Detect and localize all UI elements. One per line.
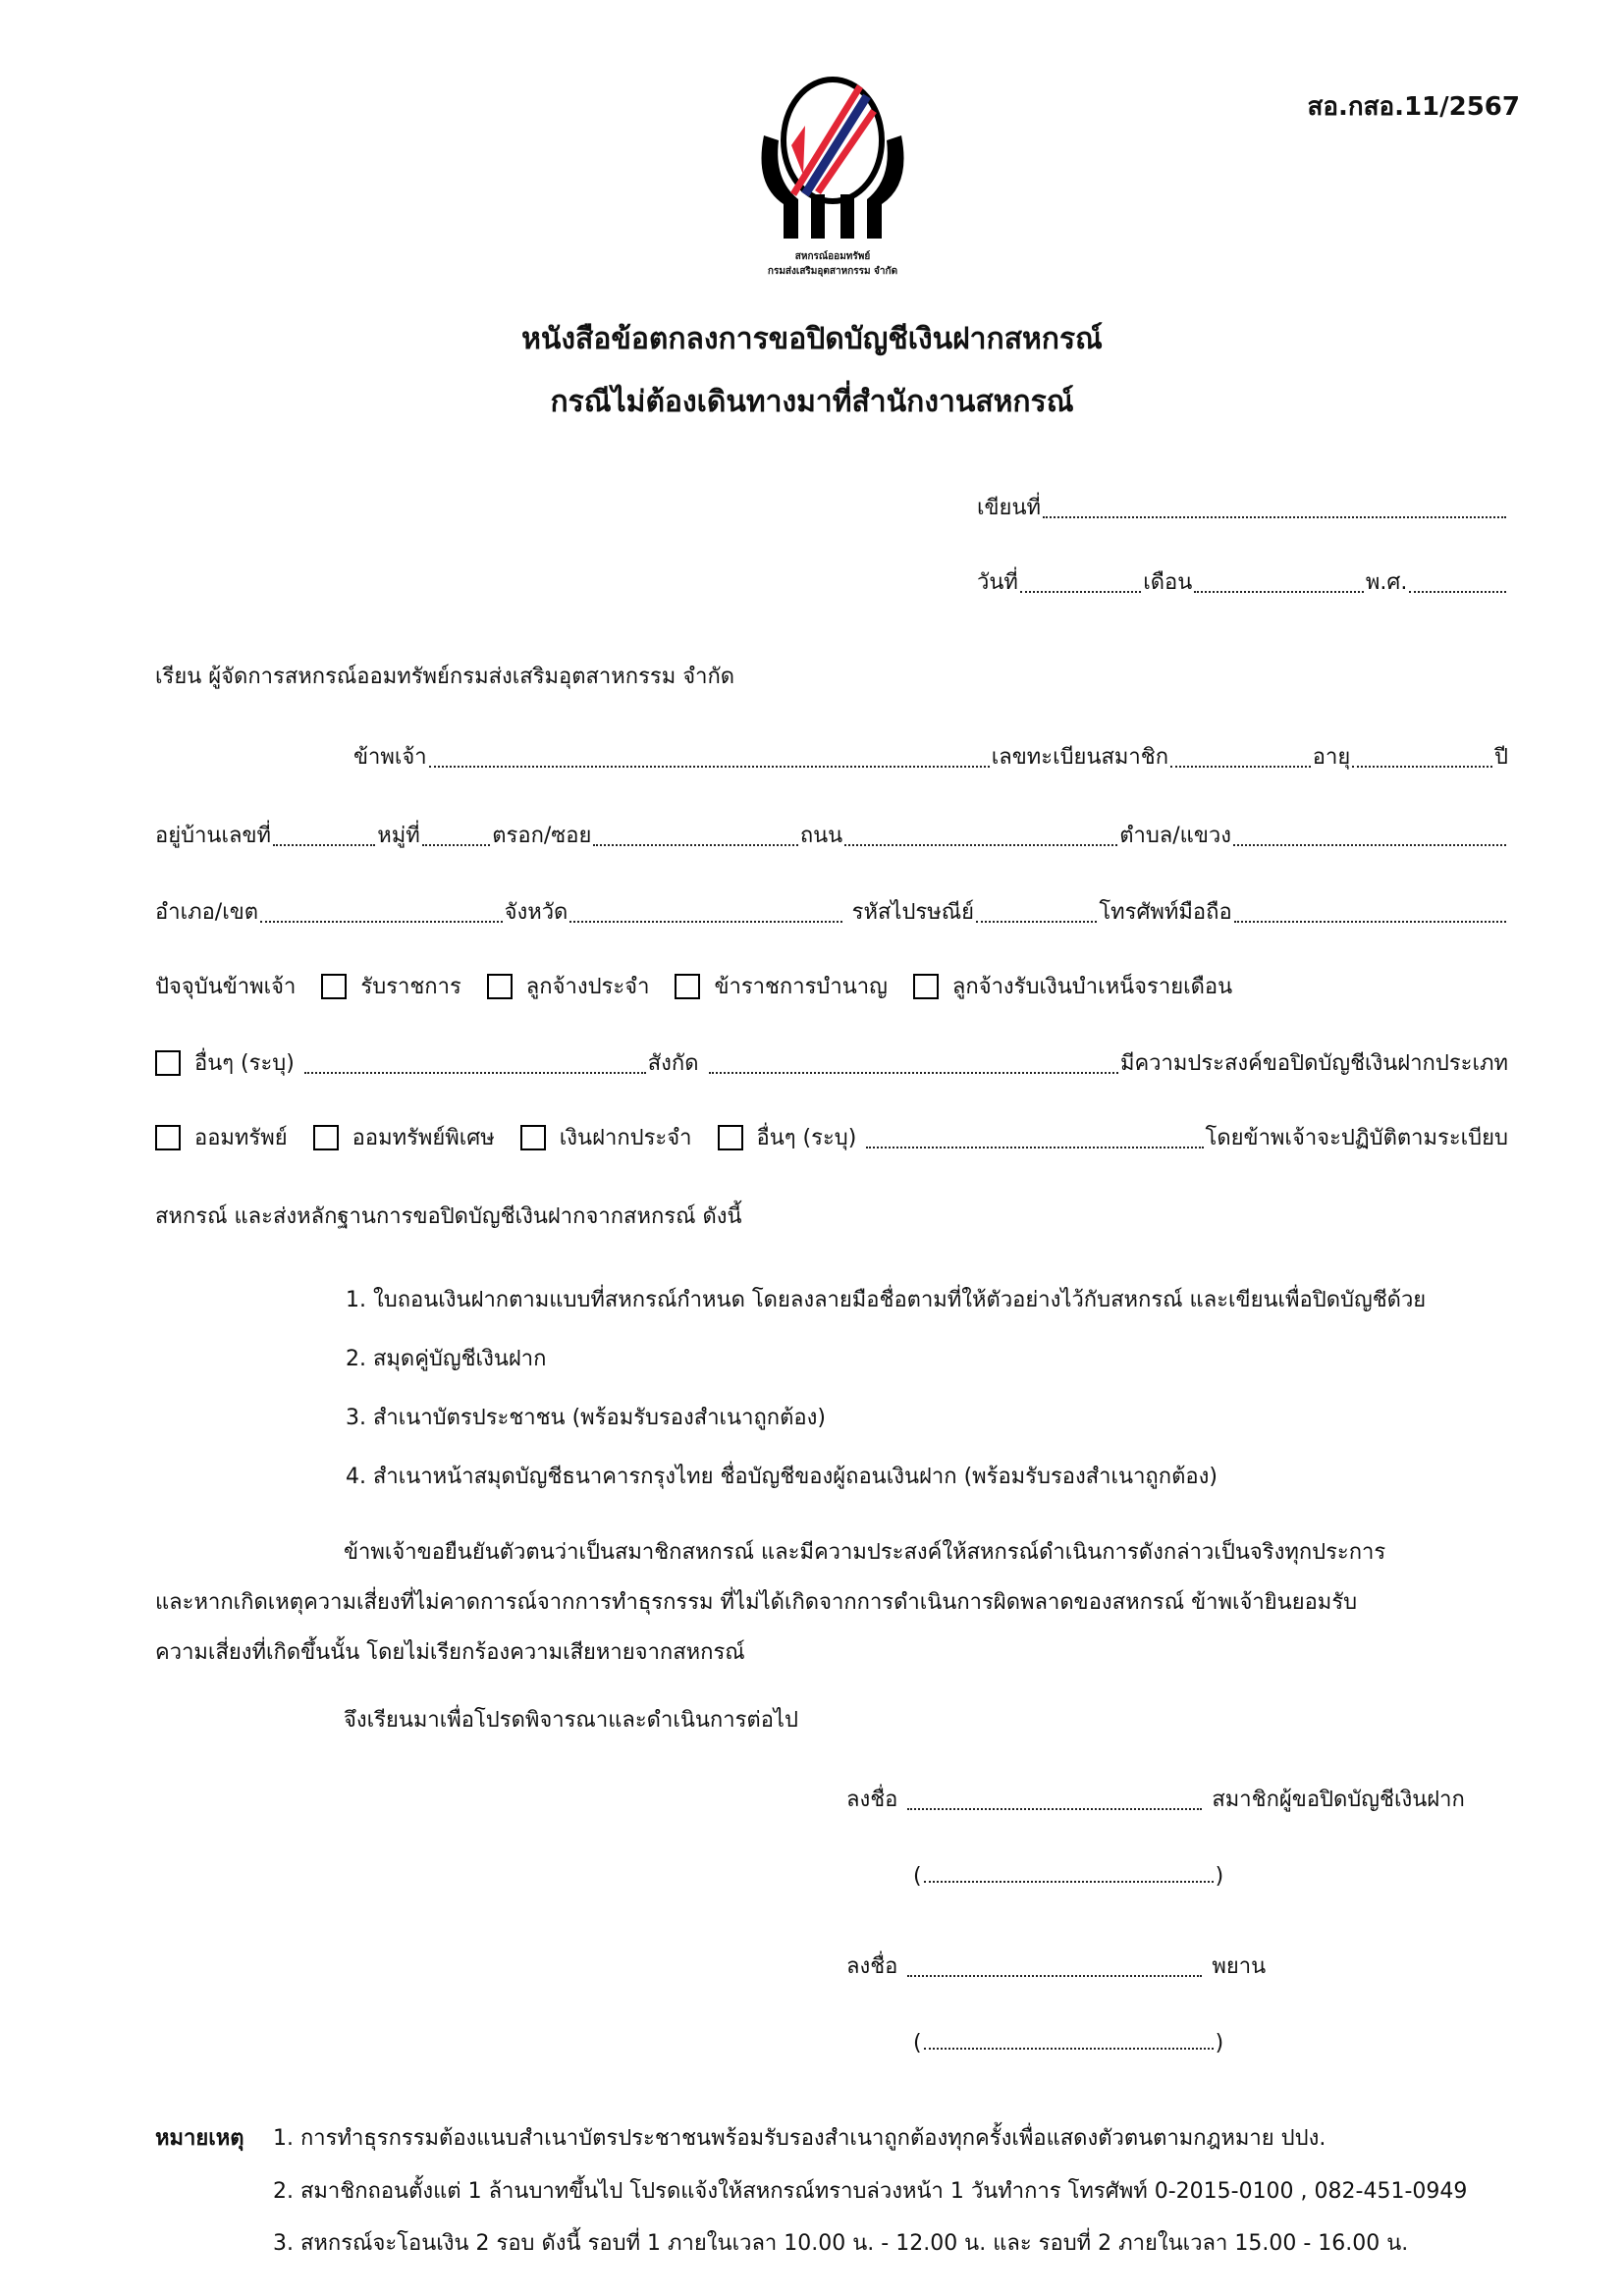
status-option-label: ข้าราชการบำนาญ <box>714 975 888 999</box>
month-field[interactable] <box>1194 591 1364 593</box>
page-title: หนังสือข้อตกลงการขอปิดบัญชีเงินฝากสหกรณ์ <box>521 322 1103 356</box>
written-at-row <box>977 491 1508 524</box>
status-option-label: รับราชการ <box>360 975 461 999</box>
district-label: อำเภอ/เขต <box>155 900 259 925</box>
affiliation-field[interactable] <box>709 1072 1118 1074</box>
member-signature-row <box>846 1783 1465 1816</box>
year-label: พ.ศ. <box>1365 570 1408 595</box>
account-option-label: ออมทรัพย์ <box>194 1126 288 1150</box>
moo-label: หมู่ที่ <box>377 824 420 848</box>
logo-text-line1: สหกรณ์ออมทรัพย์ <box>794 251 871 262</box>
form-code: สอ.กสอ.11/2567 <box>1307 92 1520 122</box>
status-checkbox-permanent-employee[interactable] <box>487 974 513 999</box>
docs-intro: สหกรณ์ และส่งหลักฐานการขอปิดบัญชีเงินฝากจากสหกรณ์ ดังนี้ <box>155 1204 742 1229</box>
year-unit-label: ปี <box>1494 745 1508 770</box>
open-paren: ( <box>913 1864 922 1889</box>
account-other-field[interactable] <box>866 1147 1203 1148</box>
year-field[interactable] <box>1409 591 1506 593</box>
member-no-label: เลขทะเบียนสมาชิก <box>991 745 1169 770</box>
closing-text: จึงเรียนมาเพื่อโปรดพิจารณาและดำเนินการต่อไป <box>344 1708 798 1733</box>
status-checkbox-pensioner[interactable] <box>675 974 700 999</box>
member-no-field[interactable] <box>1170 766 1311 768</box>
witness-name-row <box>913 2022 1223 2056</box>
subdistrict-label: ตำบล/แขวง <box>1119 824 1232 848</box>
account-option-label: ออมทรัพย์พิเศษ <box>352 1126 495 1150</box>
account-checkbox-fixed-deposit[interactable] <box>520 1125 546 1150</box>
soi-field[interactable] <box>593 844 797 846</box>
province-label: จังหวัด <box>504 900 568 925</box>
member-role-label: สมาชิกผู้ขอปิดบัญชีเงินฝาก <box>1212 1788 1465 1812</box>
account-type-row <box>155 1121 1508 1154</box>
witness-signature-row <box>846 1949 1266 1983</box>
close-paren: ) <box>1215 1864 1224 1889</box>
account-checkbox-other[interactable] <box>718 1125 743 1150</box>
address-row-2 <box>155 895 1508 929</box>
house-no-field[interactable] <box>273 844 375 846</box>
district-field[interactable] <box>260 921 503 923</box>
cooperative-logo <box>744 67 921 283</box>
road-field[interactable] <box>844 844 1117 846</box>
moo-field[interactable] <box>422 844 490 846</box>
subdistrict-field[interactable] <box>1233 844 1506 846</box>
open-paren: ( <box>913 2031 922 2056</box>
member-row <box>353 740 1508 774</box>
note-item: 2. สมาชิกถอนตั้งแต่ 1 ล้านบาทขึ้นไป โปรดแจ้งให้สหกรณ์ทราบล่วงหน้า 1 วันทำการ โทรศัพท์ 0-2015-0100 , 082-451-0949 <box>273 2179 1468 2204</box>
name-label: ข้าพเจ้า <box>353 745 427 770</box>
mobile-label: โทรศัพท์มือถือ <box>1099 900 1232 925</box>
account-checkbox-savings[interactable] <box>155 1125 181 1150</box>
date-row <box>977 565 1508 599</box>
soi-label: ตรอก/ซอย <box>492 824 592 848</box>
date-label: วันที่ <box>977 570 1018 595</box>
status-option-label: ลูกจ้างรับเงินบำเหน็จรายเดือน <box>951 975 1233 999</box>
logo-emblem-icon <box>744 67 921 243</box>
status-checkbox-other[interactable] <box>155 1050 181 1076</box>
sign-label: ลงชื่อ <box>846 1954 898 1979</box>
written-at-label: เขียนที่ <box>977 496 1041 520</box>
status-other-field[interactable] <box>304 1072 646 1074</box>
postal-label: รหัสไปรษณีย์ <box>851 900 975 925</box>
member-signature-field[interactable] <box>907 1808 1202 1810</box>
written-at-field[interactable] <box>1043 516 1506 518</box>
note-item: 3. สหกรณ์จะโอนเงิน 2 รอบ ดังนี้ รอบที่ 1 ภายในเวลา 10.00 น. - 12.00 น. และ รอบที่ 2 ภายในเวลา 15.00 - 16.00 น. <box>273 2231 1409 2256</box>
account-trailing-text: โดยข้าพเจ้าจะปฏิบัติตามระเบียบ <box>1205 1126 1508 1150</box>
close-paren: ) <box>1215 2031 1224 2056</box>
member-printed-name-field[interactable] <box>924 1881 1214 1883</box>
doc-item: 3. สำเนาบัตรประชาชน (พร้อมรับรองสำเนาถูกต้อง) <box>346 1406 826 1430</box>
mobile-field[interactable] <box>1234 921 1506 923</box>
status-row <box>155 970 1232 1003</box>
day-field[interactable] <box>1020 591 1141 593</box>
road-label: ถนน <box>799 824 843 848</box>
month-label: เดือน <box>1143 570 1193 595</box>
sign-label: ลงชื่อ <box>846 1788 898 1812</box>
declaration-line: ข้าพเจ้าขอยืนยันตัวตนว่าเป็นสมาชิกสหกรณ์ และมีความประสงค์ให้สหกรณ์ดำเนินการดังกล่าวเป็นจริงทุกประการ <box>344 1540 1386 1565</box>
name-field[interactable] <box>429 766 990 768</box>
note-item: 1. การทำธุรกรรมต้องแนบสำเนาบัตรประชาชนพร้อมรับรองสำเนาถูกต้องทุกครั้งเพื่อแสดงตัวตนตามกฎหมาย ปปง. <box>273 2126 1326 2151</box>
declaration-line: และหากเกิดเหตุความเสี่ยงที่ไม่คาดการณ์จากการทำธุรกรรม ที่ไม่ได้เกิดจากการดำเนินการผิดพลาดของสหกรณ์ ข้าพเจ้ายินยอมรับ <box>155 1590 1358 1615</box>
declaration-line: ความเสี่ยงที่เกิดขึ้นนั้น โดยไม่เรียกร้องความเสียหายจากสหกรณ์ <box>155 1640 745 1665</box>
status-checkbox-government[interactable] <box>321 974 347 999</box>
account-checkbox-special-savings[interactable] <box>313 1125 339 1150</box>
notes-label: หมายเหตุ <box>155 2126 244 2151</box>
house-no-label: อยู่บ้านเลขที่ <box>155 824 272 848</box>
age-label: อายุ <box>1312 745 1351 770</box>
province-field[interactable] <box>569 921 841 923</box>
affiliation-label: สังกัด <box>647 1051 699 1076</box>
age-field[interactable] <box>1352 766 1492 768</box>
salutation: เรียน ผู้จัดการสหกรณ์ออมทรัพย์กรมส่งเสริมอุตสาหกรรม จำกัด <box>155 665 735 689</box>
account-option-label: อื่นๆ (ระบุ) <box>756 1126 857 1150</box>
page-subtitle: กรณีไม่ต้องเดินทางมาที่สำนักงานสหกรณ์ <box>550 385 1074 419</box>
doc-item: 2. สมุดคู่บัญชีเงินฝาก <box>346 1347 547 1371</box>
address-row-1 <box>155 819 1508 852</box>
status-label: ปัจจุบันข้าพเจ้า <box>155 975 297 999</box>
doc-item: 4. สำเนาหน้าสมุดบัญชีธนาคารกรุงไทย ชื่อบัญชีของผู้ถอนเงินฝาก (พร้อมรับรองสำเนาถูกต้อง) <box>346 1465 1218 1489</box>
postal-field[interactable] <box>976 921 1097 923</box>
doc-item: 1. ใบถอนเงินฝากตามแบบที่สหกรณ์กำหนด โดยลงลายมือชื่อตามที่ให้ตัวอย่างไว้กับสหกรณ์ และเขียนเพื่อปิดบัญชีด้วย <box>346 1288 1427 1312</box>
witness-role-label: พยาน <box>1212 1954 1267 1979</box>
witness-signature-field[interactable] <box>907 1975 1202 1977</box>
logo-text-line2: กรมส่งเสริมอุตสาหกรรม จำกัด <box>767 266 898 277</box>
status-checkbox-monthly-gratuity[interactable] <box>913 974 939 999</box>
account-option-label: เงินฝากประจำ <box>559 1126 692 1150</box>
member-name-row <box>913 1855 1223 1889</box>
witness-printed-name-field[interactable] <box>924 2048 1214 2050</box>
status-other-label: อื่นๆ (ระบุ) <box>194 1051 295 1076</box>
status-other-row <box>155 1046 1508 1080</box>
status-option-label: ลูกจ้างประจำ <box>525 975 650 999</box>
intent-text: มีความประสงค์ขอปิดบัญชีเงินฝากประเภท <box>1119 1051 1508 1076</box>
